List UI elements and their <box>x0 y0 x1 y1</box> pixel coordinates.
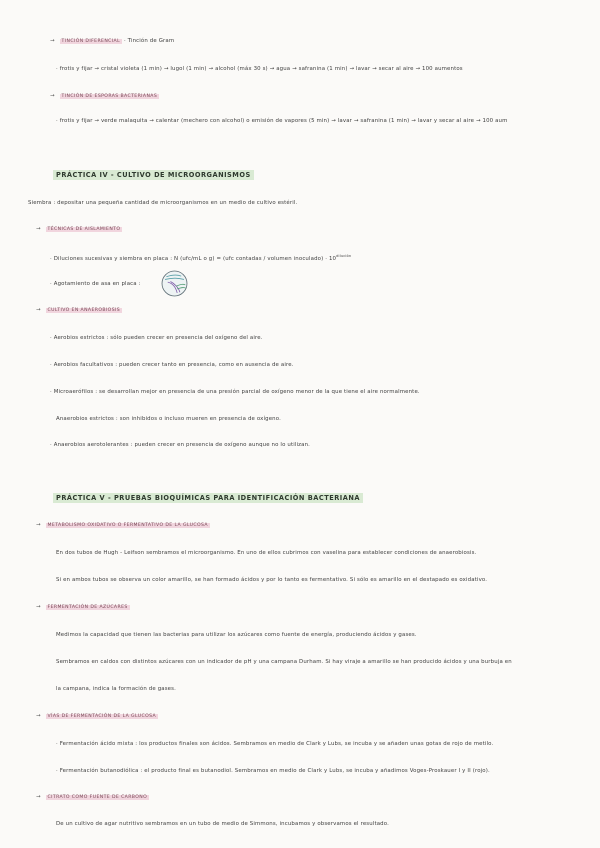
anaerobios-aerotolerantes: · Anaerobios aerotolerantes : pueden crecer en presencia de oxígeno aunque no lo utilizan. <box>50 442 311 448</box>
metabolismo-row <box>36 522 210 528</box>
aislamiento-label: TÉCNICAS DE AISLAMIENTO <box>47 227 121 232</box>
arrow-icon: → <box>36 713 41 719</box>
vias-label: VÍAS DE FERMENTACIÓN DE LA GLUCOSA <box>47 714 157 719</box>
agotamiento-text: · Agotamiento de asa en placa : <box>50 281 141 287</box>
anaerobiosis-label: CULTIVO EN ANAEROBIOSIS <box>47 308 121 313</box>
arrow-icon: → <box>50 93 55 99</box>
microaerofilos: · Microaerófilos : se desarrollan mejor en presencia de una presión parcial de oxígeno menor de la que tiene el aire normalmente. <box>50 389 420 395</box>
fermentacion-row <box>36 604 130 610</box>
citrato-text-1: De un cultivo de agar nutritivo sembramos en un tubo de medio de Simmons, incubamos y observamos el resultado. <box>56 821 389 827</box>
siembra-definition: Siembra : depositar una pequeña cantidad de microorganismos en un medio de cultivo estéril. <box>28 200 298 206</box>
arrow-icon: → <box>36 226 41 232</box>
arrow-icon: → <box>50 38 55 44</box>
arrow-icon: → <box>36 522 41 528</box>
arrow-icon: → <box>36 604 41 610</box>
aerobios-facultativos: · Aerobios facultativos : pueden crecer tanto en presencia, como en ausencia de aire. <box>50 362 294 368</box>
vias-row <box>36 713 158 719</box>
fermentacion-label: FERMENTACIÓN DE AZÚCARES <box>47 605 128 610</box>
anaerobios-estrictos: Anaerobios estrictos : son inhibidos o incluso mueren en presencia de oxígeno. <box>56 416 281 422</box>
fermentacion-text-2: Sembramos en caldos con distintos azúcares con un indicador de pH y una campana Durham. Si hay viraje a amarillo se han producido ácidos y una burbuja en <box>56 659 512 665</box>
diluciones-text: · Diluciones sucesivas y siembra en placa : N (ufc/mL o g) = (ufc contadas / volumen inoculado) · 10 <box>50 255 337 262</box>
diluciones-row <box>50 254 351 262</box>
aislamiento-row <box>36 226 122 232</box>
tincion-diferencial-row <box>50 38 174 44</box>
diluciones-exponent: dilución <box>336 254 352 258</box>
aerobios-estrictos: · Aerobios estrictos : sólo pueden crecer en presencia del oxígeno del aire. <box>50 335 263 341</box>
metabolismo-text-2: Si en ambos tubos se observa un color amarillo, se han formado ácidos y por lo tanto es fermentativo. Si sólo es amarillo en el destapado es oxidativo. <box>56 577 488 583</box>
practica-v-heading: PRÁCTICA V - PRUEBAS BIOQUÍMICAS PARA IDENTIFICACIÓN BACTERIANA <box>53 493 363 503</box>
anaerobiosis-row <box>36 307 122 313</box>
tincion-diferencial-label: TINCIÓN DIFERENCIAL <box>61 39 121 44</box>
tincion-diferencial-suffix: · Tinción de Gram <box>123 38 175 44</box>
tincion-esporas-label: TINCIÓN DE ESPORAS BACTERIANAS <box>61 94 158 99</box>
tincion-esporas-row <box>50 93 159 99</box>
citrato-label: CITRATO COMO FUENTE DE CARBONO <box>47 795 148 800</box>
practica-iv-heading: PRÁCTICA IV - CULTIVO DE MICROORGANISMOS <box>53 170 254 180</box>
vias-text-2: · Fermentación butanodiólica : el producto final es butanodiol. Sembramos en medio de Clark y Lubs, se incuba y añadimos Voges-Proskauer I y II (rojo). <box>56 768 490 774</box>
arrow-icon: → <box>36 794 41 800</box>
tincion-diferencial-steps: · frotis y fijar → cristal violeta (1 min) → lugol (1 min) → alcohol (máx 30 s) → agua → safranina (1 min) → lavar → secar al aire → 100 aumentos <box>56 66 463 72</box>
metabolismo-label: METABOLISMO OXIDATIVO O FERMENTATIVO DE LA GLUCOSA <box>47 523 208 528</box>
petri-dish-streak-icon <box>161 270 188 297</box>
fermentacion-text-1: Medimos la capacidad que tienen las bacterias para utilizar los azúcares como fuente de energía, produciendo ácidos y gases. <box>56 632 417 638</box>
tincion-esporas-steps: · frotis y fijar → verde malaquita → calentar (mechero con alcohol) o emisión de vapores (5 min) → lavar → safranina (1 min) → lavar y secar al aire → 100 aum <box>56 118 508 124</box>
metabolismo-text-1: En dos tubos de Hugh - Leifson sembramos el microorganismo. En uno de ellos cubrimos con vaselina para establecer condiciones de anaerobiosis. <box>56 550 477 556</box>
fermentacion-text-3: la campana, indica la formación de gases. <box>56 686 176 692</box>
vias-text-1: · Fermentación ácido mixta : los productos finales son ácidos. Sembramos en medio de Clark y Lubs, se incuba y se añaden unas gotas de rojo de metilo. <box>56 741 494 747</box>
citrato-row <box>36 794 149 800</box>
arrow-icon: → <box>36 307 41 313</box>
